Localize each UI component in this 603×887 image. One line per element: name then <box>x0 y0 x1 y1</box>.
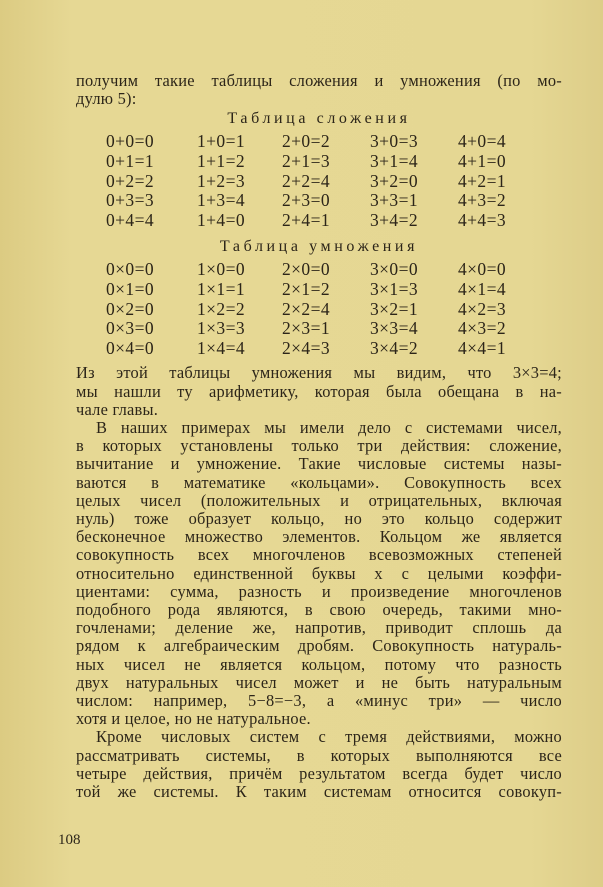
paragraph-fields <box>76 728 562 801</box>
addition-table-title: Таблица сложения <box>227 110 411 128</box>
equation: 3+2=0 <box>370 170 418 191</box>
equation: 1+0=1 <box>197 131 245 152</box>
text-line: гочленами; деление же, напротив, приводит сплошь да <box>76 618 562 638</box>
multiplication-table-title: Таблица умножения <box>219 238 419 256</box>
text-line: мы нашли ту арифметику, которая была обещана в на- <box>76 381 562 401</box>
equation: 0+0=0 <box>106 131 154 152</box>
text-line: В наших примерах мы имели дело с системами чисел, <box>96 417 562 437</box>
equation: 3×2=1 <box>370 298 418 319</box>
text-line: хотя и целое, но не натуральное. <box>76 709 311 729</box>
equation: 3+3=1 <box>370 190 418 211</box>
text-line: в которых установлены только три действия: сложение, <box>76 436 562 456</box>
table-row <box>106 260 562 280</box>
text-line: дулю 5): <box>76 89 137 109</box>
paragraph-rings <box>76 419 562 728</box>
equation: 2×4=3 <box>282 337 330 358</box>
equation: 4×1=4 <box>458 278 506 299</box>
equation: 1+3=4 <box>197 190 245 211</box>
multiplication-table <box>106 260 562 358</box>
equation: 3×4=2 <box>370 337 418 358</box>
equation: 3+4=2 <box>370 209 418 230</box>
equation: 0+3=3 <box>106 190 154 211</box>
equation: 3×0=0 <box>370 259 418 280</box>
equation: 4×4=1 <box>458 337 506 358</box>
equation: 0×4=0 <box>106 337 154 358</box>
equation: 0+1=1 <box>106 151 154 171</box>
table-row <box>106 172 562 192</box>
equation: 4+3=2 <box>458 190 506 211</box>
equation: 4+0=4 <box>458 131 506 152</box>
table-row <box>106 300 562 320</box>
text-line: целых чисел (положительных и отрицательных, включая <box>76 490 562 510</box>
equation: 1×0=0 <box>197 259 245 280</box>
equation: 2×1=2 <box>282 278 330 299</box>
text-line: ваются в математике «кольцами». Совокупность всех <box>76 472 562 492</box>
table-row <box>106 211 562 231</box>
table-row <box>106 319 562 339</box>
equation: 4+1=0 <box>458 151 506 171</box>
equation: 0×3=0 <box>106 318 154 339</box>
text-line: двух натуральных чисел может и не быть натуральным <box>76 672 562 692</box>
equation: 4+4=3 <box>458 209 506 230</box>
text-line: той же системы. К таким системам относится совокуп- <box>76 782 562 802</box>
text-line: относительно единственной буквы x с целыми коэффи- <box>76 563 562 583</box>
equation: 4×0=0 <box>458 259 506 280</box>
equation: 4+2=1 <box>458 170 506 191</box>
equation: 1×2=2 <box>197 298 245 319</box>
text-line: Из этой таблицы умножения мы видим, что 3×3=4; <box>76 363 562 383</box>
page-number: 108 <box>58 832 81 848</box>
equation: 2×0=0 <box>282 259 330 280</box>
equation: 2+1=3 <box>282 151 330 171</box>
equation: 4×2=3 <box>458 298 506 319</box>
addition-table <box>106 132 562 230</box>
table-row <box>106 339 562 359</box>
equation: 3×1=3 <box>370 278 418 299</box>
text-line: совокупность всех многочленов всевозможных степеней <box>76 545 562 565</box>
equation: 3+1=4 <box>370 151 418 171</box>
text-line: рядом к алгебраическим дробям. Совокупность натураль- <box>76 636 562 656</box>
equation: 0×0=0 <box>106 259 154 280</box>
equation: 1×1=1 <box>197 278 245 299</box>
equation: 1×3=3 <box>197 318 245 339</box>
text-line: четыре действия, причём результатом всегда будет число <box>76 763 562 783</box>
equation: 2+3=0 <box>282 190 330 211</box>
text-line: бесконечное множество элементов. Кольцом же является <box>76 527 562 547</box>
paragraph-conclusion <box>76 364 562 419</box>
equation: 2+4=1 <box>282 209 330 230</box>
text-line: рассматривать системы, в которых выполняются все <box>76 745 562 765</box>
equation: 2×3=1 <box>282 318 330 339</box>
text-line: Кроме числовых систем с тремя действиями, можно <box>96 727 562 747</box>
text-line: чале главы. <box>76 399 159 419</box>
equation: 1+4=0 <box>197 209 245 230</box>
text-line: ных чисел не является кольцом, потому что разность <box>76 654 562 674</box>
table-row <box>106 280 562 300</box>
equation: 2+0=2 <box>282 131 330 152</box>
text-line: подобного рода являются, в свою очередь, такими мно- <box>76 599 562 619</box>
equation: 4×3=2 <box>458 318 506 339</box>
table-row <box>106 132 562 152</box>
equation: 0+2=2 <box>106 170 154 191</box>
equation: 3+0=3 <box>370 131 418 152</box>
text-line: числом: например, 5−8=−3, а «минус три» — число <box>76 691 562 710</box>
equation: 2×2=4 <box>282 298 330 319</box>
equation: 3×3=4 <box>370 318 418 339</box>
intro-text <box>76 72 562 108</box>
equation: 1+2=3 <box>197 170 245 191</box>
text-line: получим такие таблицы сложения и умножения (по мо- <box>76 71 562 90</box>
table-row <box>106 191 562 211</box>
book-page <box>76 72 562 801</box>
equation: 1×4=4 <box>197 337 245 358</box>
text-line: нуль) тоже образует кольцо, но это кольцо содержит <box>76 508 562 528</box>
equation: 1+1=2 <box>197 151 245 171</box>
equation: 0×1=0 <box>106 278 154 299</box>
equation: 0×2=0 <box>106 298 154 319</box>
equation: 2+2=4 <box>282 170 330 191</box>
text-line: вычитание и умножение. Такие числовые системы назы- <box>76 454 562 474</box>
equation: 0+4=4 <box>106 209 154 230</box>
text-line: циентами: сумма, разность и произведение многочленов <box>76 581 562 601</box>
table-row <box>106 152 562 172</box>
